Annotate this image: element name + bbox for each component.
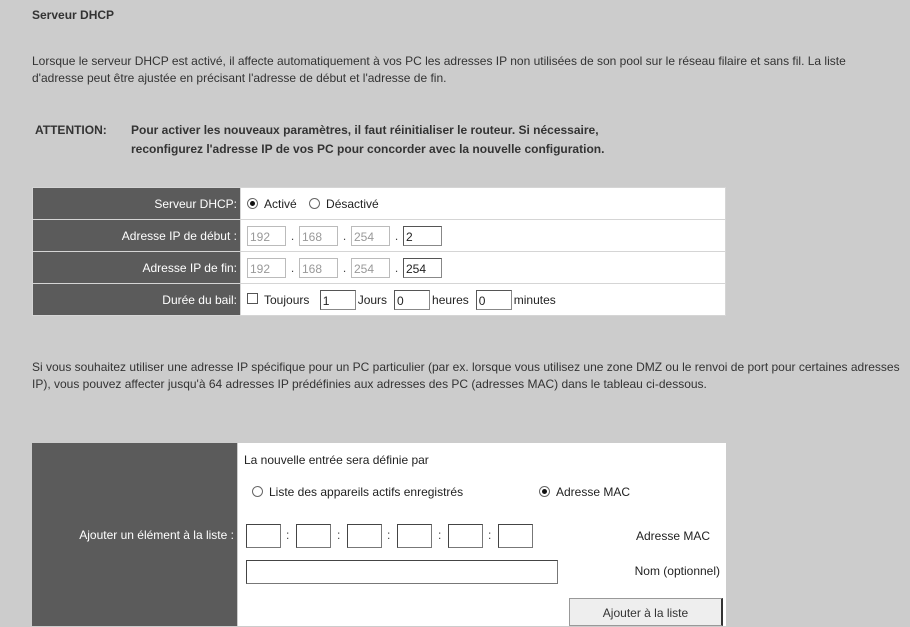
attention-line-1: Pour activer les nouveaux paramètres, il faut réinitialiser le routeur. Si nécessaire, [131, 123, 599, 137]
mac-octet-6[interactable] [498, 524, 533, 548]
name-input[interactable] [246, 560, 558, 584]
list-option [252, 485, 463, 499]
ip-separator: . [290, 228, 295, 243]
intro-text: Lorsque le serveur DHCP est activé, il affecte automatiquement à vos PC les adresses IP non utilisées de son pool sur le réseau filaire et sans fil. La liste d'adresse peut être ajustée en précisant l'adresse de début et l'adresse de fin. [32, 54, 846, 85]
end-ip-row [33, 252, 726, 284]
add-to-list-button[interactable]: Ajouter à la liste [569, 598, 723, 626]
end-ip-fields [241, 252, 726, 284]
dhcp-on-label: Activé [264, 196, 297, 211]
mac-option-label: Adresse MAC [556, 485, 631, 499]
end-ip-octet-2[interactable]: 168 [299, 258, 338, 278]
lease-hours-input[interactable]: 0 [394, 290, 430, 310]
dhcp-off-label: Désactivé [326, 196, 379, 211]
lease-row [33, 284, 726, 316]
end-ip-label: Adresse IP de fin: [33, 252, 241, 284]
mac-octet-2[interactable] [296, 524, 331, 548]
dhcp-on-radio[interactable] [247, 198, 258, 209]
end-ip-octet-3[interactable]: 254 [351, 258, 390, 278]
ip-separator: . [394, 228, 399, 243]
dhcp-server-options [241, 188, 726, 220]
mac-option-radio[interactable] [539, 486, 550, 497]
add-entry-label: Ajouter un élément à la liste : [79, 528, 234, 542]
add-entry-fields [238, 443, 726, 626]
mac-octet-1[interactable] [246, 524, 281, 548]
start-ip-octet-3[interactable]: 254 [351, 226, 390, 246]
end-ip-octet-4[interactable]: 254 [403, 258, 442, 278]
mac-address-label: Adresse MAC [635, 529, 710, 543]
dhcp-off-radio[interactable] [309, 198, 320, 209]
mac-separator: : [286, 528, 290, 542]
static-ip-description: Si vous souhaitez utiliser une adresse IP spécifique pour un PC particulier (par ex. lorsque vous utilisez une zone DMZ ou le renvoi de port pour certaines adresses IP), vous pouvez affecter jusqu'à 64 adresses IP prédéfinies aux adresses des PC (adresses MAC) dans le tableau ci-dessous. [32, 360, 900, 391]
mac-separator: : [387, 528, 391, 542]
ip-separator: . [342, 228, 347, 243]
mac-octet-3[interactable] [347, 524, 382, 548]
start-ip-label: Adresse IP de début : [33, 220, 241, 252]
dhcp-server-label: Serveur DHCP: [33, 188, 241, 220]
lease-label: Durée du bail: [33, 284, 241, 316]
mac-octet-5[interactable] [448, 524, 483, 548]
dhcp-server-row [33, 188, 726, 220]
minutes-label: minutes [513, 292, 556, 307]
attention-line-2: reconfigurez l'adresse IP de vos PC pour concorder avec la nouvelle configuration. [131, 142, 605, 156]
ip-separator: . [342, 260, 347, 275]
defined-by-text: La nouvelle entrée sera définie par [244, 453, 429, 467]
days-label: Jours [357, 292, 388, 307]
mac-option [539, 485, 630, 499]
start-ip-octet-2[interactable]: 168 [299, 226, 338, 246]
start-ip-fields [241, 220, 726, 252]
mac-separator: : [438, 528, 442, 542]
dhcp-settings-table [32, 187, 726, 316]
start-ip-octet-1[interactable]: 192 [247, 226, 286, 246]
name-label: Nom (optionnel) [634, 564, 720, 578]
start-ip-octet-4[interactable]: 2 [403, 226, 442, 246]
add-entry-label-cell [32, 443, 237, 626]
page-title: Serveur DHCP [32, 8, 115, 22]
always-label: Toujours [264, 292, 310, 307]
mac-separator: : [337, 528, 341, 542]
list-option-label: Liste des appareils actifs enregistrés [269, 485, 464, 499]
always-checkbox[interactable] [247, 293, 258, 304]
hours-label: heures [432, 292, 469, 307]
mac-octet-4[interactable] [397, 524, 432, 548]
lease-minutes-input[interactable]: 0 [476, 290, 512, 310]
ip-separator: . [290, 260, 295, 275]
start-ip-row [33, 220, 726, 252]
lease-fields [241, 284, 726, 316]
list-option-radio[interactable] [252, 486, 263, 497]
end-ip-octet-1[interactable]: 192 [247, 258, 286, 278]
add-entry-table [32, 443, 726, 626]
mac-separator: : [488, 528, 492, 542]
ip-separator: . [394, 260, 399, 275]
attention-label: ATTENTION: [35, 123, 107, 137]
lease-days-input[interactable]: 1 [320, 290, 356, 310]
